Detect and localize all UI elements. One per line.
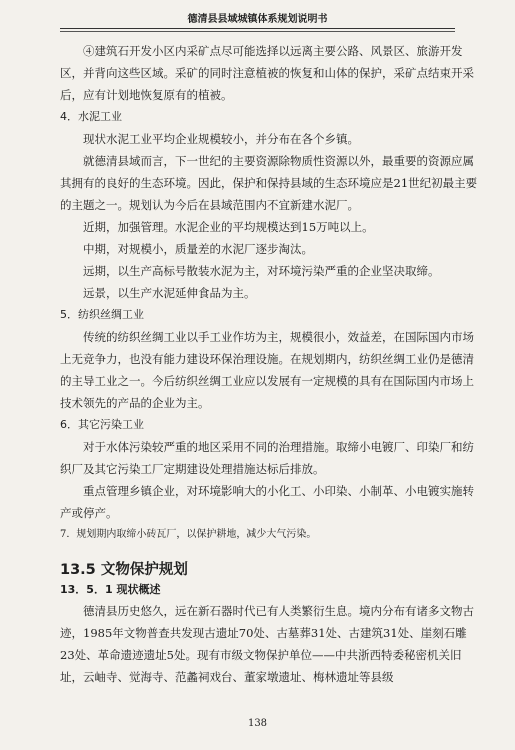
page-body [60,40,480,688]
item-heading: 4．水泥工业 [60,110,122,123]
paragraph: 中期，对规模小，质量差的水泥厂逐步淘汰。 [83,242,313,256]
item-heading: 6．其它污染工业 [60,418,144,431]
paragraph: 德清县历史悠久，远在新石器时代已有人类繁衍生息。境内分布有诸多文物古迹，1985年文物普查共发现古遗址70处、古墓葬31处、古建筑31处、崖刻石雕23处、革命遗迹遗址5处。现有市级文物保护单位——中共浙西特委秘密机关旧址，云岫寺、觉海寺、范蠡祠戏台、董家墩遗址、梅林遗址等县级 [60,604,474,684]
item-heading: 5．纺织丝绸工业 [60,308,144,321]
paragraph: ④建筑石开发小区内采矿点尽可能选择以远离主要公路、风景区、旅游开发区，并背向这些区域。采矿的同时注意植被的恢复和山体的保护，采矿点结束开采后，应有计划地恢复原有的植被。 [60,44,474,102]
paragraph: 对于水体污染较严重的地区采用不同的治理措施。取缔小电镀厂、印染厂和纺织厂及其它污染工厂定期建设处理措施达标后排放。 [60,440,474,476]
paragraph: 就德清县域而言，下一世纪的主要资源除物质性资源以外，最重要的资源应属其拥有的良好的生态环境。因此，保护和保持县域的生态环境应是21世纪初最主要的主题之一。规划认为今后在县域范围内不宜新建水泥厂。 [60,154,478,212]
subsection-title: 13．5．1 现状概述 [60,583,161,596]
paragraph: 重点管理乡镇企业，对环境影响大的小化工、小印染、小制革、小电镀实施转产或停产。 [60,484,474,520]
header-rule [60,28,455,29]
running-header: 德清县县域城镇体系规划说明书 [187,14,328,25]
paragraph: 近期，加强管理。水泥企业的平均规模达到15万吨以上。 [83,220,374,234]
paragraph: 远景，以生产水泥延伸食品为主。 [83,286,256,300]
paragraph: 远期，以生产高标号散装水泥为主，对环境污染严重的企业坚决取缔。 [83,264,440,278]
page-number: 138 [247,718,268,729]
section-title: 13.5 文物保护规划 [60,562,188,578]
paragraph: 现状水泥工业平均企业规模较小，并分布在各个乡镇。 [83,132,359,146]
header-rule-secondary [60,31,455,32]
item-note: 7．规划期内取缔小砖瓦厂，以保护耕地，减少大气污染。 [60,529,317,540]
paragraph: 传统的纺织丝绸工业以手工业作坊为主，规模很小，效益差，在国际国内市场上无竞争力，也没有能力建设环保治理设施。在规划期内，纺织丝绸工业仍是德清的主导工业之一。今后纺织丝绸工业应以发展有一定规模的具有在国际国内市场上技术领先的产品的企业为主。 [60,330,474,410]
